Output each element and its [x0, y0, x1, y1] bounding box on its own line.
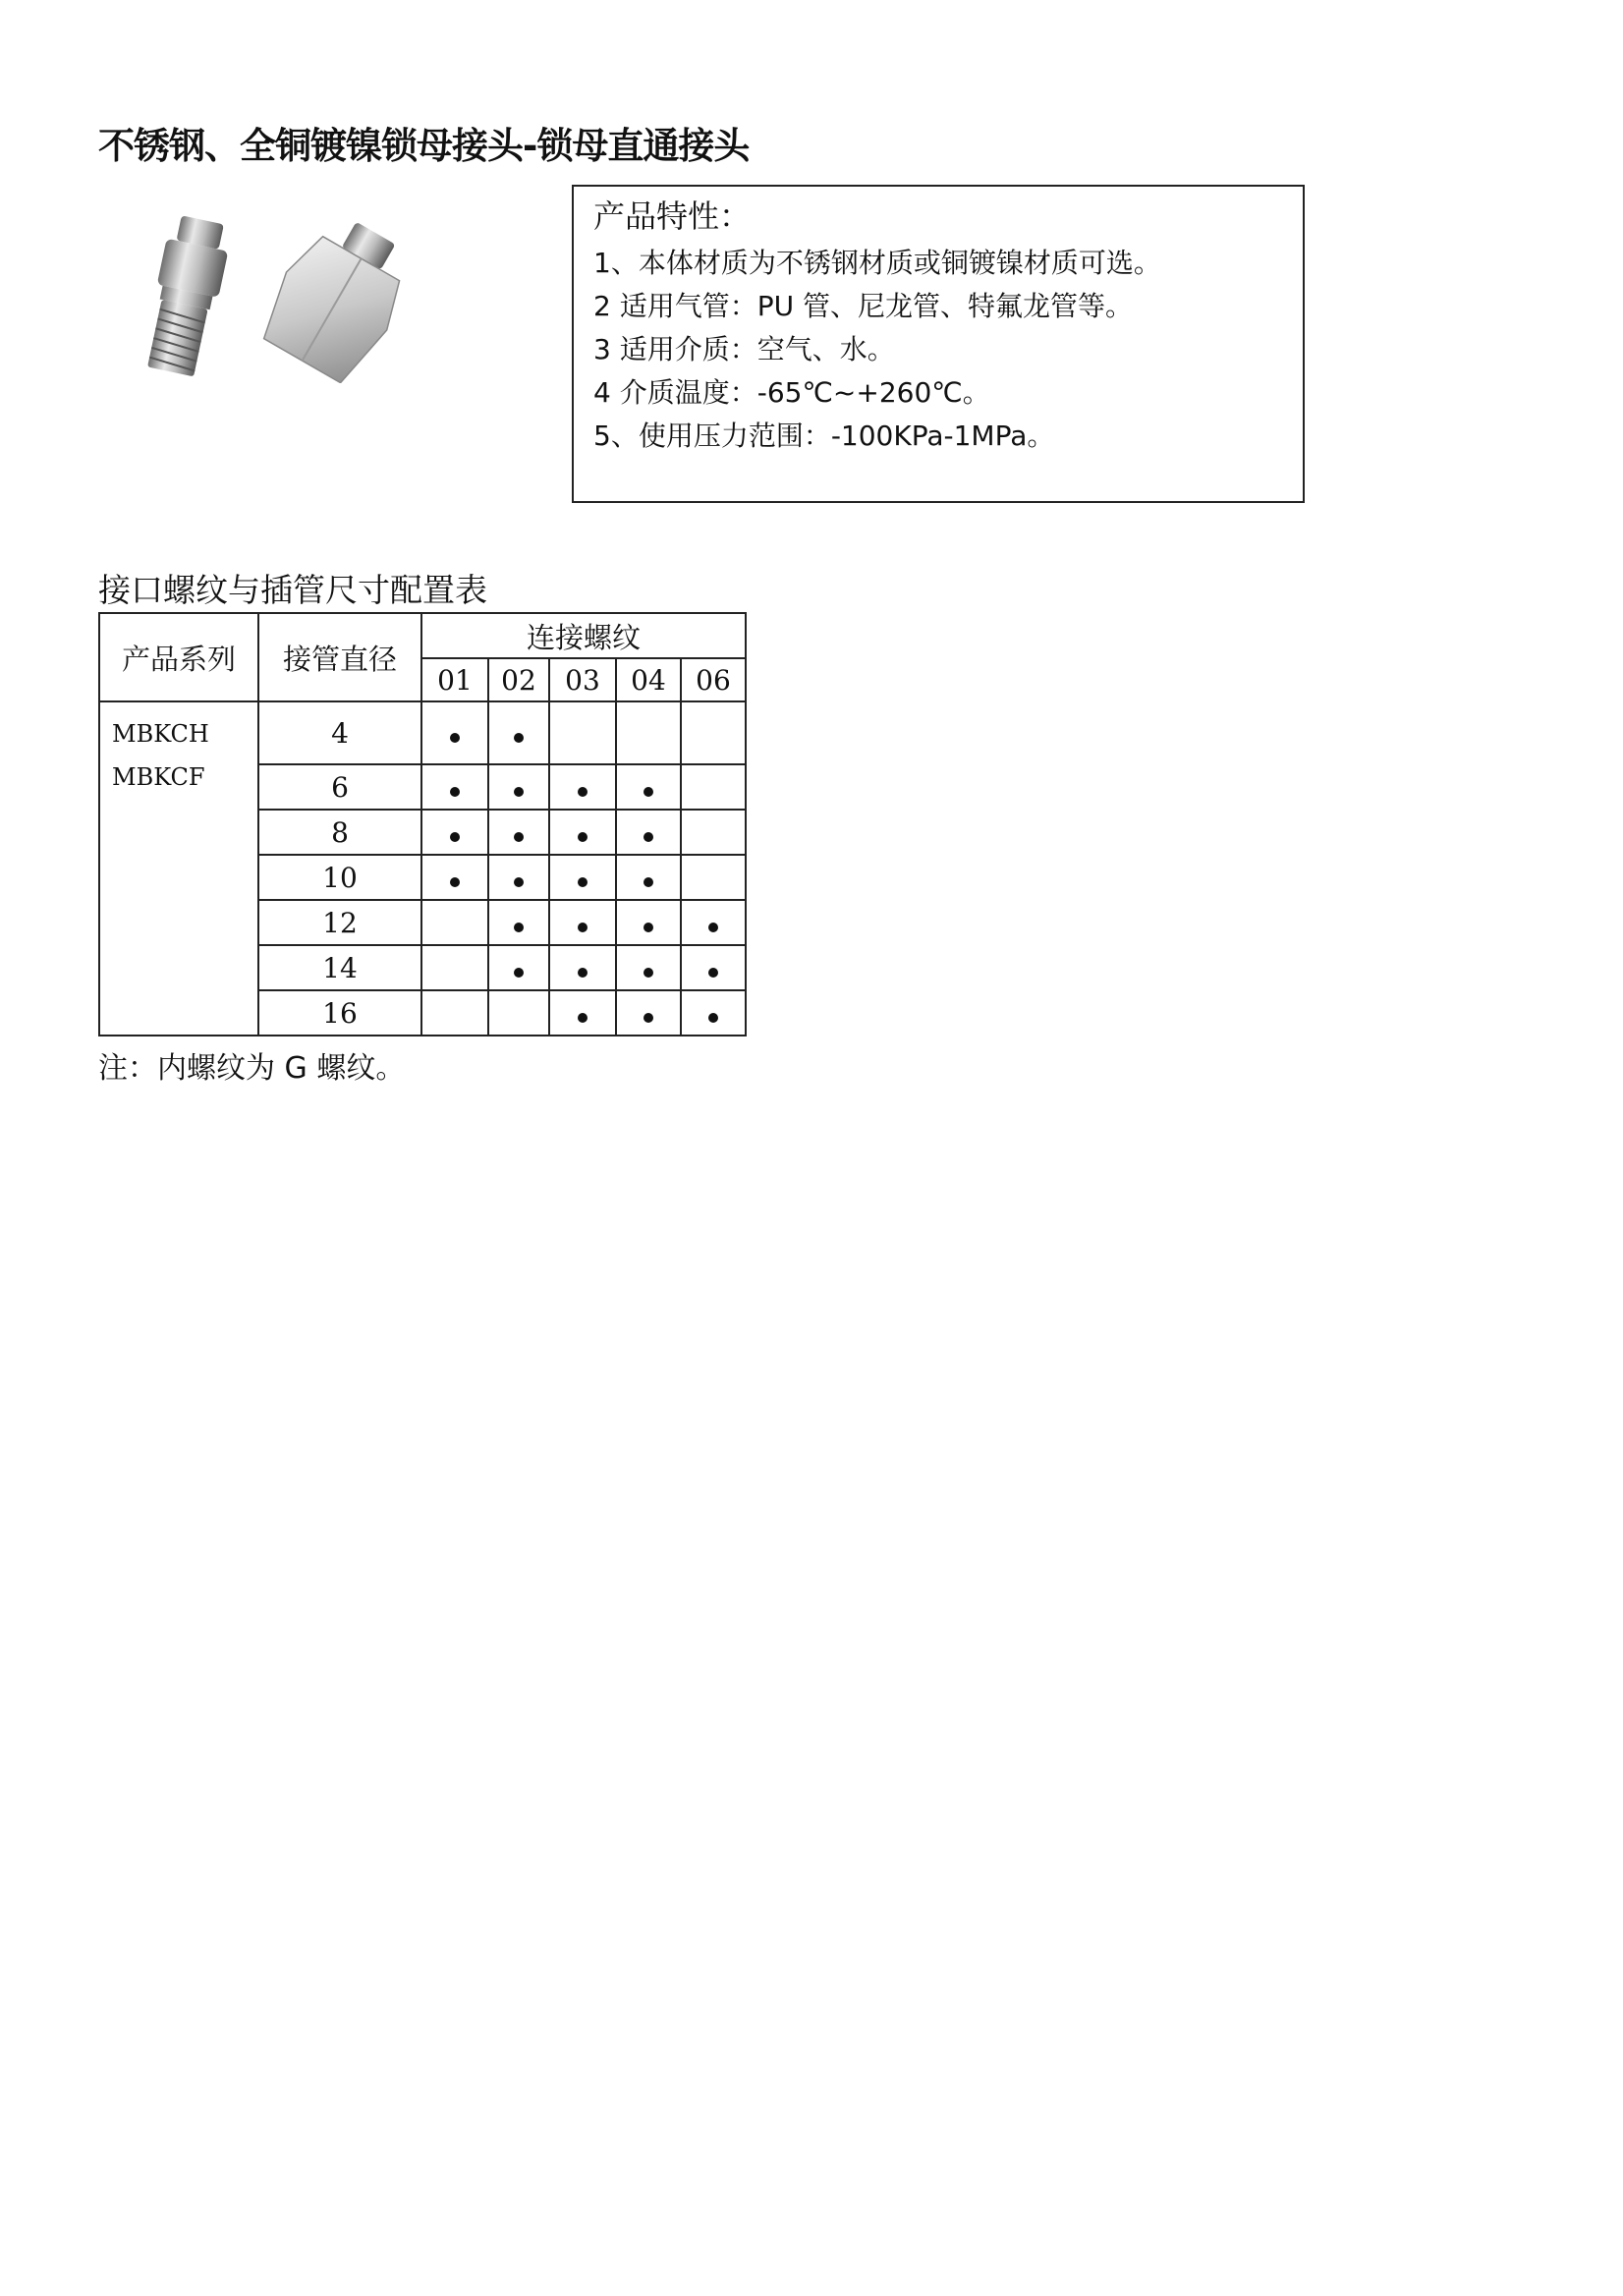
tube-size: 12: [258, 900, 421, 945]
thread-availability-cell: [616, 701, 681, 764]
tube-size: 6: [258, 764, 421, 810]
available-dot-icon: [644, 968, 653, 978]
thread-availability-cell: [488, 764, 549, 810]
thread-availability-cell: [681, 990, 746, 1036]
thread-availability-cell: [421, 764, 488, 810]
feature-line: 1、本体材质为不锈钢材质或铜镀镍材质可选。: [593, 247, 1161, 279]
thread-availability-cell: [488, 810, 549, 855]
thread-availability-cell: [681, 764, 746, 810]
col-tube-header: 接管直径: [258, 613, 421, 701]
available-dot-icon: [578, 832, 588, 842]
thread-availability-cell: [421, 990, 488, 1036]
tube-size: 14: [258, 945, 421, 990]
available-dot-icon: [450, 787, 460, 797]
series-cell: [99, 701, 258, 1036]
thread-availability-cell: [421, 945, 488, 990]
available-dot-icon: [578, 877, 588, 887]
available-dot-icon: [578, 787, 588, 797]
available-dot-icon: [450, 733, 460, 743]
tube-size: 8: [258, 810, 421, 855]
available-dot-icon: [644, 787, 653, 797]
available-dot-icon: [578, 968, 588, 978]
feature-line: 4 介质温度：-65℃~+260℃。: [593, 376, 990, 409]
available-dot-icon: [578, 1013, 588, 1023]
available-dot-icon: [644, 877, 653, 887]
available-dot-icon: [578, 923, 588, 932]
thread-availability-cell: [421, 855, 488, 900]
footnote: 注：内螺纹为 G 螺纹。: [98, 1051, 406, 1086]
thread-availability-cell: [681, 701, 746, 764]
thread-availability-cell: [549, 945, 616, 990]
available-dot-icon: [450, 877, 460, 887]
thread-availability-cell: [681, 810, 746, 855]
available-dot-icon: [644, 832, 653, 842]
available-dot-icon: [514, 877, 524, 887]
available-dot-icon: [514, 832, 524, 842]
thread-availability-cell: [616, 945, 681, 990]
thread-code: 06: [681, 658, 746, 701]
tube-size: 4: [258, 701, 421, 764]
available-dot-icon: [450, 832, 460, 842]
fitting-male-icon: [140, 213, 233, 378]
spec-table-body: [99, 701, 746, 1036]
tube-size: 10: [258, 855, 421, 900]
product-photo: [98, 211, 422, 383]
thread-availability-cell: [549, 900, 616, 945]
thread-availability-cell: [488, 945, 549, 990]
available-dot-icon: [708, 968, 718, 978]
thread-availability-cell: [488, 855, 549, 900]
thread-code: 04: [616, 658, 681, 701]
thread-availability-cell: [549, 701, 616, 764]
col-series-header: 产品系列: [99, 613, 258, 701]
available-dot-icon: [708, 923, 718, 932]
page-title: 不锈钢、全铜镀镍锁母接头-锁母直通接头: [98, 125, 750, 167]
col-thread-header: 连接螺纹: [421, 613, 746, 658]
thread-availability-cell: [488, 990, 549, 1036]
features-box: [572, 185, 1305, 503]
thread-availability-cell: [616, 764, 681, 810]
thread-availability-cell: [421, 810, 488, 855]
spec-table: [98, 612, 747, 1036]
thread-code: 03: [549, 658, 616, 701]
available-dot-icon: [514, 968, 524, 978]
feature-line: 3 适用介质：空气、水。: [593, 333, 895, 365]
thread-availability-cell: [616, 900, 681, 945]
available-dot-icon: [644, 923, 653, 932]
thread-availability-cell: [681, 855, 746, 900]
available-dot-icon: [514, 787, 524, 797]
thread-availability-cell: [549, 764, 616, 810]
tube-size: 16: [258, 990, 421, 1036]
table-caption: 接口螺纹与插管尺寸配置表: [98, 571, 487, 609]
thread-availability-cell: [681, 945, 746, 990]
thread-availability-cell: [616, 855, 681, 900]
thread-code: 02: [488, 658, 549, 701]
thread-code: 01: [421, 658, 488, 701]
thread-availability-cell: [488, 900, 549, 945]
features-heading: 产品特性：: [593, 197, 752, 235]
thread-availability-cell: [616, 990, 681, 1036]
thread-availability-cell: [488, 701, 549, 764]
fitting-female-icon: [252, 211, 422, 383]
thread-availability-cell: [549, 855, 616, 900]
available-dot-icon: [514, 733, 524, 743]
available-dot-icon: [708, 1013, 718, 1023]
available-dot-icon: [644, 1013, 653, 1023]
thread-availability-cell: [549, 810, 616, 855]
thread-availability-cell: [421, 701, 488, 764]
feature-line: 2 适用气管：PU 管、尼龙管、特氟龙管等。: [593, 290, 1133, 322]
series-name: MBKCF: [112, 763, 205, 791]
thread-availability-cell: [421, 900, 488, 945]
thread-availability-cell: [549, 990, 616, 1036]
thread-availability-cell: [681, 900, 746, 945]
feature-line: 5、使用压力范围：-100KPa-1MPa。: [593, 420, 1055, 452]
series-name: MBKCH: [112, 720, 209, 748]
thread-availability-cell: [616, 810, 681, 855]
available-dot-icon: [514, 923, 524, 932]
table-row: [99, 701, 746, 764]
